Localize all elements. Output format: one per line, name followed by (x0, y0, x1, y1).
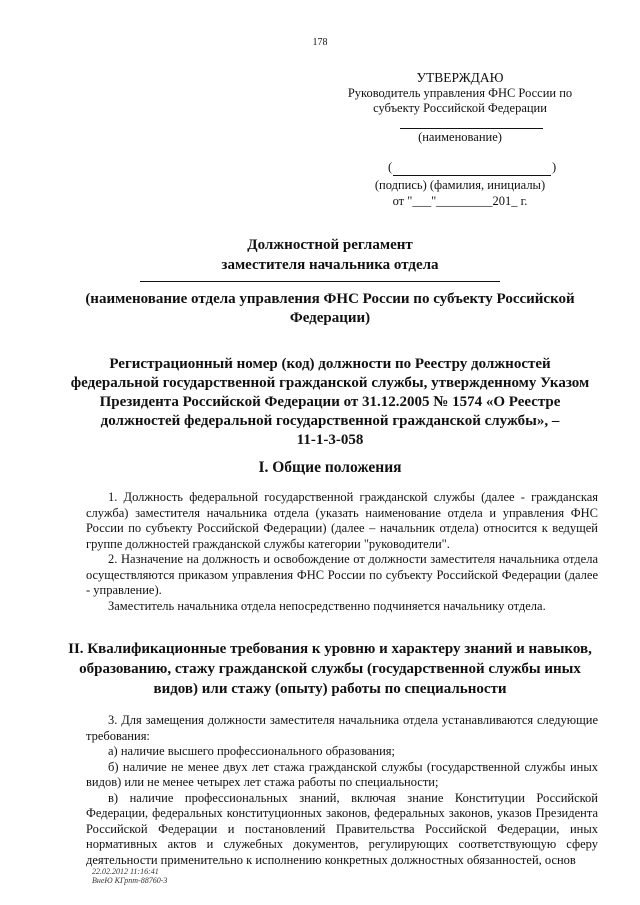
date-line: от "___"_________201_ г. (392, 194, 528, 208)
department-caption-2: Федерации) (289, 310, 371, 326)
section-2-heading-1: II. Квалификационные требования к уровню и характеру знаний и навыков, (68, 641, 592, 657)
requirement-b: б) наличие не менее двух лет стажа гражданской службы (государственной службы иных видов) или не менее четырех лет стажа работы по специальности; (86, 759, 598, 789)
name-caption: (наименование) (418, 130, 502, 144)
registry-line-3: Президента Российской Федерации от 31.12.2005 № 1574 «О Реестре (99, 394, 561, 410)
registry-line-4: должностей федеральной государственной гражданской службы», – (100, 413, 560, 429)
department-caption-1: (наименование отдела управления ФНС России по субъекту Российской (85, 291, 575, 307)
sign-close-paren: ) (552, 160, 557, 174)
position-title: заместителя начальника отдела (221, 257, 439, 273)
section-1-heading: I. Общие положения (258, 459, 402, 476)
requirement-a: а) наличие высшего профессионального образования; (108, 744, 395, 758)
paragraph-1: 1. Должность федеральной государственной гражданской службы (далее - гражданская служба) заместителя начальника отдела (указать наименование отдела и управления ФНС России по субъекту Российской Федерации) (далее – начальник отдела) относится к ведущей группе должностей гражданской службы категории "руководители". (86, 490, 598, 551)
approval-line-2: субъекту Российской Федерации (373, 101, 547, 115)
sign-blank-line (393, 175, 551, 176)
approval-block (340, 70, 580, 117)
section-2-body (86, 713, 598, 868)
paragraph-2: 2. Назначение на должность и освобождение от должности заместителя начальника отдела осуществляются приказом управления ФНС России по субъекту Российской Федерации (далее - управление). (86, 552, 598, 597)
footer-doc-id: ВнеЮ КГрпт-88760-3 (92, 876, 168, 885)
section-1-body (86, 490, 598, 614)
page-number: 178 (312, 37, 328, 48)
footer-timestamp: 22.02.2012 11:16:41 (92, 867, 159, 876)
regulation-title: Должностной регламент (247, 237, 413, 253)
sign-caption: (подпись) (фамилия, инициалы) (374, 178, 546, 192)
approval-word: УТВЕРЖДАЮ (416, 70, 504, 85)
section-2-heading-3: видов) или стажу (опыту) работы по специальности (153, 681, 507, 697)
registry-line-1: Регистрационный номер (код) должности по Реестру должностей (109, 356, 551, 372)
requirement-c: в) наличие профессиональных знаний, включая знание Конституции Российской Федерации, федеральных конституционных законов, федеральных законов, указов Президента Российской Федерации и постановлений Правительства Российской Федерации, иных нормативных актов и служебных документов, регулирующих соответствующую сферу деятельности применительно к исполнению конкретных должностных обязанностей, основ (86, 790, 598, 867)
paragraph-3-requirements: 3. Для замещения должности заместителя начальника отдела устанавливаются следующие требования: (86, 713, 598, 743)
registry-line-2: федеральной государственной гражданской службы, утвержденному Указом (70, 375, 590, 391)
section-2-heading-2: образованию, стажу гражданской службы (государственной службы иных (79, 661, 581, 677)
sign-open-paren: ( (388, 160, 393, 174)
paragraph-3: Заместитель начальника отдела непосредственно подчиняется начальнику отдела. (108, 598, 546, 613)
approval-line-1: Руководитель управления ФНС России по (347, 85, 573, 100)
registry-code: 11-1-3-058 (296, 432, 364, 448)
department-blank-line (140, 281, 500, 282)
name-blank-line (400, 128, 543, 129)
